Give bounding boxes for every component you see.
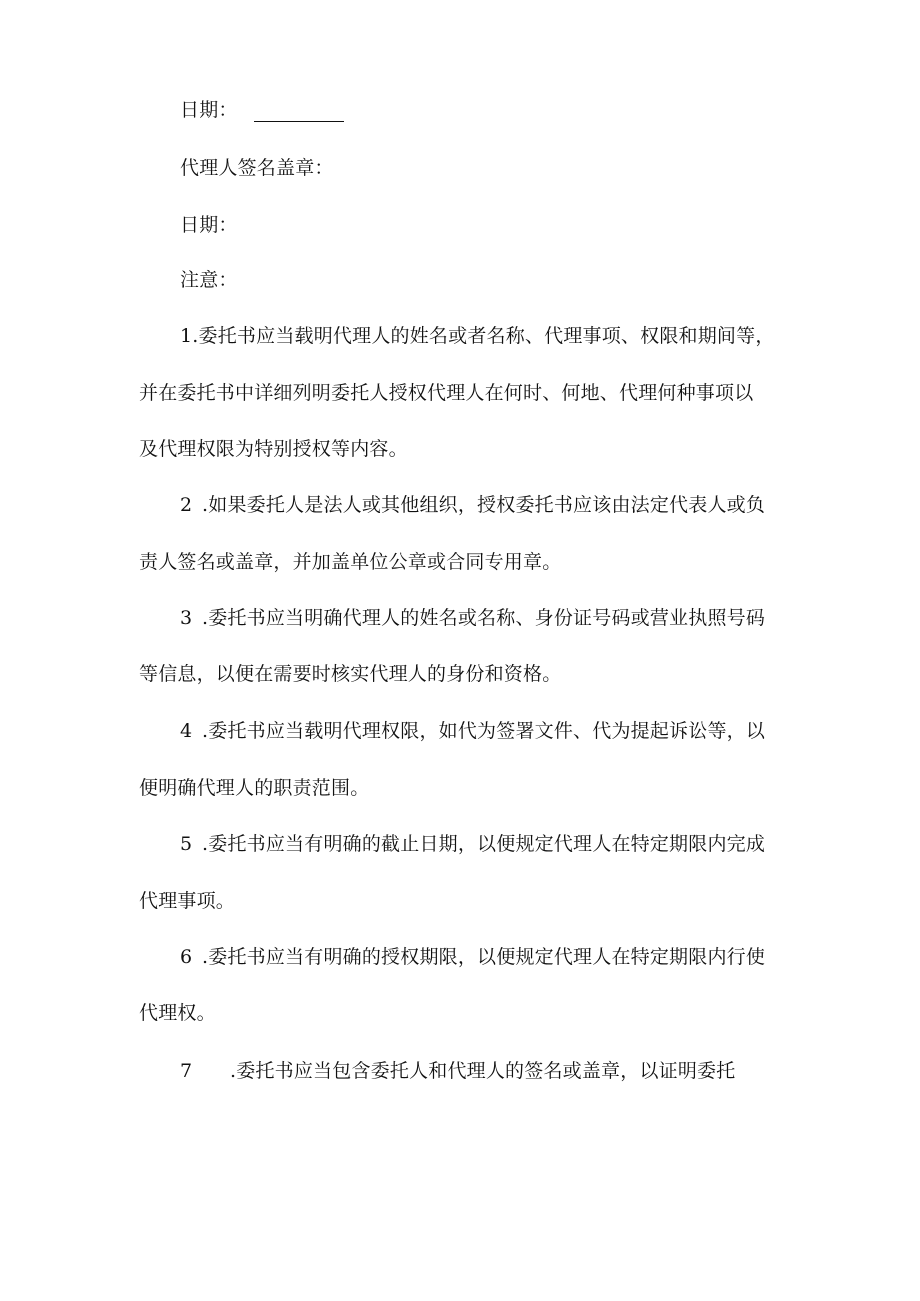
note-1-line-3: 及代理权限为特别授权等内容。 bbox=[139, 438, 408, 460]
notice-heading: 注意： bbox=[180, 269, 238, 291]
date-blank-underline bbox=[254, 101, 344, 122]
note-5-line-2: 代理事项。 bbox=[139, 890, 236, 912]
note-1-line-1: 1.委托书应当载明代理人的姓名或者名称、代理事项、权限和期间等， bbox=[180, 325, 775, 347]
note-2-number: 2 bbox=[180, 494, 193, 516]
date-line-1 bbox=[180, 98, 344, 122]
note-4-line-1 bbox=[180, 719, 765, 743]
note-3-line-1 bbox=[180, 606, 765, 630]
note-6-line-2: 代理权。 bbox=[139, 1002, 216, 1024]
note-5-text: .委托书应当有明确的截止日期，以便规定代理人在特定期限内完成 bbox=[202, 833, 766, 855]
note-6-number: 6 bbox=[180, 946, 193, 968]
note-7-number: 7 bbox=[180, 1060, 193, 1082]
note-6-line-1 bbox=[180, 945, 765, 969]
note-1-line-2: 并在委托书中详细列明委托人授权代理人在何时、何地、代理何种事项以 bbox=[139, 382, 754, 404]
note-6-text: .委托书应当有明确的授权期限，以便规定代理人在特定期限内行使 bbox=[202, 946, 766, 968]
date-label: 日期： bbox=[180, 99, 238, 121]
note-2-text: .如果委托人是法人或其他组织，授权委托书应该由法定代表人或负 bbox=[202, 494, 766, 516]
note-3-text: .委托书应当明确代理人的姓名或名称、身份证号码或营业执照号码 bbox=[202, 607, 766, 629]
note-4-line-2: 便明确代理人的职责范围。 bbox=[139, 777, 370, 799]
note-3-line-2: 等信息，以便在需要时核实代理人的身份和资格。 bbox=[139, 663, 562, 685]
note-7-line-1 bbox=[180, 1059, 735, 1083]
note-2-line-2: 责人签名或盖章，并加盖单位公章或合同专用章。 bbox=[139, 551, 562, 573]
note-3-number: 3 bbox=[180, 607, 193, 629]
note-7-text: .委托书应当包含委托人和代理人的签名或盖章，以证明委托 bbox=[230, 1060, 736, 1082]
note-5-line-1 bbox=[180, 832, 765, 856]
date-line-2: 日期： bbox=[180, 214, 238, 236]
note-2-line-1 bbox=[180, 493, 765, 517]
agent-signature-line: 代理人签名盖章： bbox=[180, 157, 334, 179]
note-4-text: .委托书应当载明代理权限，如代为签署文件、代为提起诉讼等，以 bbox=[202, 720, 766, 742]
note-5-number: 5 bbox=[180, 833, 193, 855]
note-4-number: 4 bbox=[180, 720, 193, 742]
